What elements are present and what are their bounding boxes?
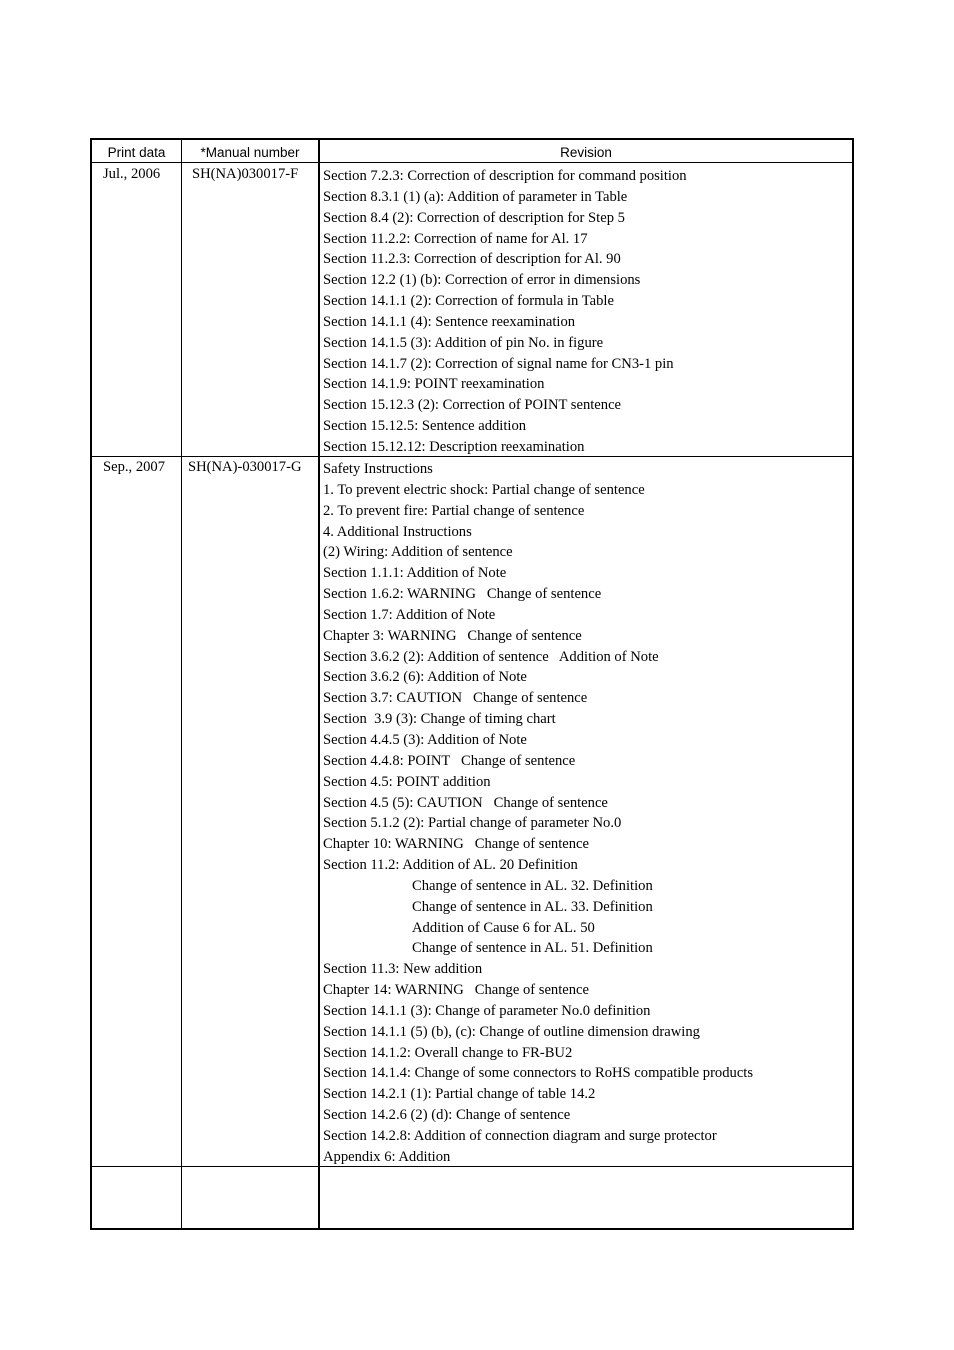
revision-entry: Section 7.2.3: Correction of description for command position: [323, 168, 687, 184]
revision-entry: (2) Wiring: Addition of sentence: [323, 544, 513, 561]
column-divider-date: [181, 140, 182, 1228]
revision-entry: Section 11.2: Addition of AL. 20 Definition: [323, 857, 578, 874]
revision-entry: 4. Additional Instructions: [323, 523, 472, 540]
revision-entry: Change of sentence in AL. 51. Definition: [412, 940, 653, 957]
revision-entry: Section 4.4.5 (3): Addition of Note: [323, 731, 527, 748]
revision-entry: Section 5.1.2 (2): Partial change of parameter No.0: [323, 815, 622, 832]
revision-entry: Section 8.4 (2): Correction of description for Step 5: [323, 209, 625, 226]
row-2-revision-list: [323, 459, 753, 1168]
revision-entry: Section 14.2.8: Addition of connection diagram and surge protector: [323, 1128, 717, 1144]
header-print-date: Print data: [107, 145, 166, 160]
row-1-date: Jul., 2006: [103, 166, 161, 182]
revision-entry: Section 14.1.1 (2): Correction of formula in Table: [323, 293, 614, 310]
row-2-manual-number: SH(NA)-030017-G: [188, 459, 302, 475]
revision-entry: Change of sentence in AL. 33. Definition: [412, 898, 653, 915]
revision-entry: Section 14.1.2: Overall change to FR-BU2: [323, 1044, 573, 1061]
revision-entry: Section 1.6.2: WARNING Change of sentence: [323, 586, 602, 603]
header-manual-number: *Manual number: [200, 145, 300, 160]
revision-entry: Section 3.6.2 (2): Addition of sentence Addition of Note: [323, 648, 659, 665]
revision-entry: Section 14.1.9: POINT reexamination: [323, 376, 545, 393]
revision-entry: Chapter 10: WARNING Change of sentence: [323, 836, 590, 853]
revision-entry: Section 4.5 (5): CAUTION Change of sentence: [323, 794, 608, 811]
row-1-revision-list: [323, 166, 687, 458]
revision-entry: Section 1.1.1: Addition of Note: [323, 565, 507, 582]
revision-entry: Section 14.1.7 (2): Correction of signal name for CN3-1 pin: [323, 355, 674, 372]
header-revision: Revision: [560, 145, 612, 160]
revision-table: [90, 138, 854, 1230]
revision-entry: Section 14.1.1 (5) (b), (c): Change of outline dimension drawing: [323, 1023, 700, 1040]
revision-entry: Appendix 6: Addition: [323, 1148, 451, 1165]
revision-entry: Safety Instructions: [323, 461, 433, 477]
revision-entry: Section 14.1.5 (3): Addition of pin No. in figure: [323, 334, 604, 351]
revision-entry: Section 15.12.3 (2): Correction of POINT sentence: [323, 397, 622, 414]
row-2-date: Sep., 2007: [103, 459, 166, 475]
revision-entry: Section 4.5: POINT addition: [323, 773, 491, 790]
revision-entry: Section 11.3: New addition: [323, 961, 483, 978]
revision-entry: Section 4.4.8: POINT Change of sentence: [323, 752, 576, 769]
revision-entry: Section 11.2.2: Correction of name for Al. 17: [323, 230, 588, 247]
revision-entry: Section 14.1.4: Change of some connectors to RoHS compatible products: [323, 1065, 754, 1082]
revision-entry: Chapter 14: WARNING Change of sentence: [323, 982, 590, 999]
revision-entry: 2. To prevent fire: Partial change of sentence: [323, 502, 585, 519]
revision-entry: Section 15.12.12: Description reexamination: [323, 438, 585, 455]
revision-entry: Section 8.3.1 (1) (a): Addition of parameter in Table: [323, 188, 628, 205]
revision-entry: Section 1.7: Addition of Note: [323, 606, 496, 623]
revision-entry: Chapter 3: WARNING Change of sentence: [323, 627, 582, 644]
revision-entry: Section 12.2 (1) (b): Correction of error in dimensions: [323, 272, 641, 289]
revision-entry: Section 15.12.5: Sentence addition: [323, 418, 527, 435]
revision-entry: 1. To prevent electric shock: Partial change of sentence: [323, 481, 645, 498]
revision-entry: Section 14.1.1 (4): Sentence reexamination: [323, 313, 576, 330]
revision-entry: Section 3.6.2 (6): Addition of Note: [323, 669, 527, 686]
row-1-manual-number: SH(NA)030017-F: [192, 166, 299, 182]
column-divider-number: [318, 140, 320, 1228]
revision-entry: Section 14.2.1 (1): Partial change of table 14.2: [323, 1086, 596, 1103]
revision-entry: Section 11.2.3: Correction of description for Al. 90: [323, 251, 621, 268]
revision-entry: Section 3.7: CAUTION Change of sentence: [323, 690, 588, 707]
revision-entry: Section 14.2.6 (2) (d): Change of sentence: [323, 1107, 571, 1124]
revision-entry: Addition of Cause 6 for AL. 50: [412, 919, 595, 936]
revision-entry: Section 14.1.1 (3): Change of parameter No.0 definition: [323, 1002, 651, 1019]
revision-entry: Change of sentence in AL. 32. Definition: [412, 877, 653, 894]
revision-entry: Section 3.9 (3): Change of timing chart: [323, 711, 556, 728]
